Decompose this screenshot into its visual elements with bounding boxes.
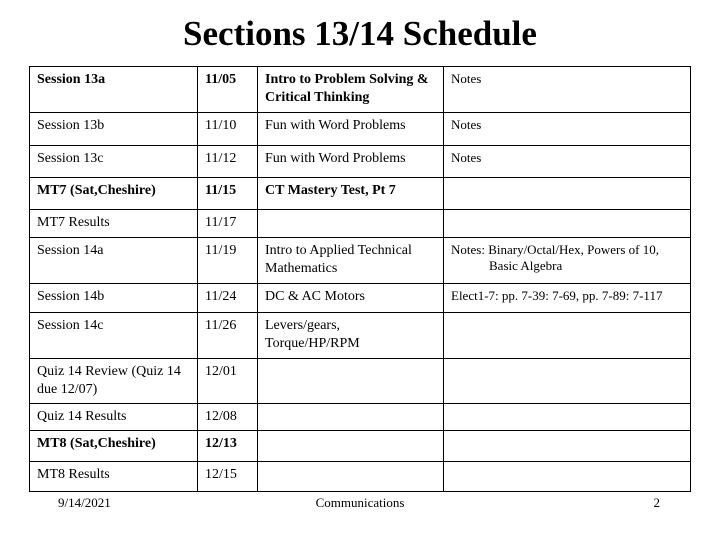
session-cell: MT8 Results bbox=[30, 462, 198, 492]
table-row bbox=[30, 238, 691, 284]
notes-cell bbox=[444, 462, 691, 492]
date-cell: 11/17 bbox=[198, 210, 258, 238]
date-cell: 12/13 bbox=[198, 431, 258, 462]
session-cell: MT8 (Sat,Cheshire) bbox=[30, 431, 198, 462]
notes-cell bbox=[444, 238, 691, 284]
notes-cell: Notes bbox=[444, 146, 691, 178]
notes-cell bbox=[444, 178, 691, 210]
date-cell: 11/19 bbox=[198, 238, 258, 284]
notes-cell bbox=[444, 313, 691, 359]
notes-line: Basic Algebra bbox=[489, 258, 563, 273]
topic-cell: Intro to Problem Solving & Critical Thinking bbox=[258, 67, 444, 113]
session-cell: Session 13b bbox=[30, 113, 198, 146]
topic-cell bbox=[258, 431, 444, 462]
date-cell: 12/15 bbox=[198, 462, 258, 492]
table-row bbox=[30, 210, 691, 238]
date-cell: 11/10 bbox=[198, 113, 258, 146]
topic-cell: Levers/gears, Torque/HP/RPM bbox=[258, 313, 444, 359]
table-row bbox=[30, 359, 691, 404]
notes-cell: Elect1-7: pp. 7-39: 7-69, pp. 7-89: 7-117 bbox=[444, 284, 691, 313]
topic-cell bbox=[258, 359, 444, 404]
date-cell: 11/26 bbox=[198, 313, 258, 359]
page-number: 2 bbox=[653, 495, 660, 510]
notes-cell bbox=[444, 404, 691, 431]
date-cell: 11/05 bbox=[198, 67, 258, 113]
topic-cell bbox=[258, 210, 444, 238]
table-row bbox=[30, 404, 691, 431]
session-cell: Quiz 14 Results bbox=[30, 404, 198, 431]
topic-cell: DC & AC Motors bbox=[258, 284, 444, 313]
page-title: Sections 13/14 Schedule bbox=[183, 14, 537, 53]
table-row bbox=[30, 284, 691, 313]
footer-date: 9/14/2021 bbox=[58, 495, 111, 510]
notes-cell: Notes bbox=[444, 113, 691, 146]
topic-cell bbox=[258, 404, 444, 431]
table-row bbox=[30, 313, 691, 359]
notes-line: Notes: Binary/Octal/Hex, Powers of 10, bbox=[451, 242, 659, 257]
date-cell: 11/12 bbox=[198, 146, 258, 178]
session-cell: MT7 (Sat,Cheshire) bbox=[30, 178, 198, 210]
table-row bbox=[30, 146, 691, 178]
session-cell: Session 14b bbox=[30, 284, 198, 313]
notes-cell bbox=[444, 359, 691, 404]
notes-cell bbox=[444, 431, 691, 462]
session-cell: Session 13a bbox=[30, 67, 198, 113]
table-row bbox=[30, 178, 691, 210]
topic-cell bbox=[258, 462, 444, 492]
session-cell: Session 13c bbox=[30, 146, 198, 178]
date-cell: 11/15 bbox=[198, 178, 258, 210]
table-row bbox=[30, 462, 691, 492]
schedule-table bbox=[29, 66, 691, 492]
topic-cell: Fun with Word Problems bbox=[258, 113, 444, 146]
session-cell: Session 14a bbox=[30, 238, 198, 284]
table-row bbox=[30, 431, 691, 462]
topic-cell: Fun with Word Problems bbox=[258, 146, 444, 178]
session-cell: MT7 Results bbox=[30, 210, 198, 238]
session-cell: Quiz 14 Review (Quiz 14 due 12/07) bbox=[30, 359, 198, 404]
footer-title: Communications bbox=[315, 495, 405, 510]
table-row bbox=[30, 67, 691, 113]
session-cell: Session 14c bbox=[30, 313, 198, 359]
notes-cell bbox=[444, 210, 691, 238]
notes-cell: Notes bbox=[444, 67, 691, 113]
date-cell: 12/08 bbox=[198, 404, 258, 431]
date-cell: 11/24 bbox=[198, 284, 258, 313]
table-row bbox=[30, 113, 691, 146]
topic-cell: Intro to Applied Technical Mathematics bbox=[258, 238, 444, 284]
date-cell: 12/01 bbox=[198, 359, 258, 404]
topic-cell: CT Mastery Test, Pt 7 bbox=[258, 178, 444, 210]
